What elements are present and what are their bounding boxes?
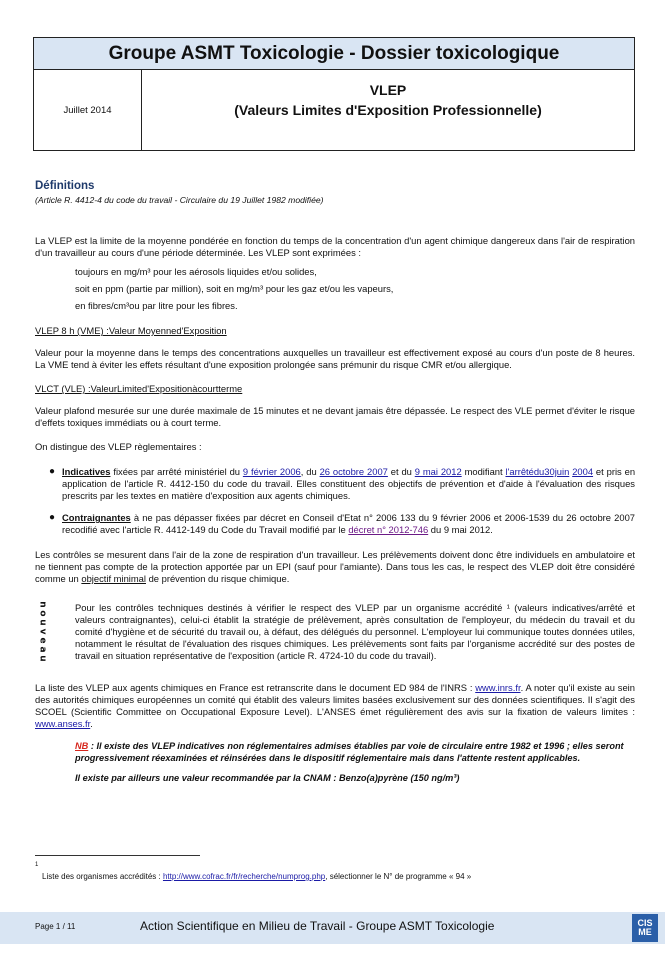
nouveau-letter: v: [37, 628, 48, 635]
link-anses[interactable]: www.anses.fr: [35, 718, 91, 729]
header-box: [33, 37, 635, 151]
unit-line-2: soit en ppm (partie par million), soit en mg/m³ pour les gaz et/ou les vapeurs,: [75, 283, 394, 294]
vme-title: VLEP 8 h (VME) :Valeur Moyenned'Exposition: [35, 325, 227, 336]
controles-text-2: de prévention du risque chimique.: [145, 573, 290, 584]
contraignantes-text-2: du 9 mai 2012.: [428, 524, 493, 535]
bullet-contraignantes: [49, 512, 635, 536]
nb-text: : Il existe des VLEP indicatives non réglementaires admises établies par voie de circulaire entre 1982 et 1996 ; elles seront progressivement réexaminées et réinsérées dans le dispositif réglementaire mais dans l'attente restent applicables.: [75, 741, 624, 763]
link-26-octobre-2007[interactable]: 26 octobre 2007: [319, 466, 388, 477]
footnote-text-2: , sélectionner le N° de programme « 94 »: [325, 872, 472, 881]
footnote-text: [42, 872, 471, 881]
objectif-minimal: objectif minimal: [81, 573, 146, 584]
link-cofrac[interactable]: http://www.cofrac.fr/fr/recherche/numprog.php: [162, 872, 326, 881]
definitions-title: Définitions: [35, 180, 95, 192]
logo-line-2: ME: [638, 927, 652, 937]
indicatives-text-2: , du: [300, 466, 320, 477]
nouveau-text: Pour les contrôles techniques destinés à vérifier le respect des VLEP par un organisme accrédité ¹ (valeurs indicatives/arrêté et valeurs contraignantes), celui-ci établit la stratégie de prélèvement, après consultation de l'employeur, du médecin du travail et du comité d'hygiène et de sécurité du travail ou, à défaut, des délégués du personnel. L'employeur lui communique toutes données utiles, notamment le résultat de l'évaluation des risques chimiques. Les prélèvements sont faits par l'organisme accrédité sur des postes de travail en situation représentative de l'exposition (article R. 4724-10 du code du travail).: [75, 602, 635, 661]
unit-line-1: toujours en mg/m³ pour les aérosols liquides et/ou solides,: [75, 266, 317, 277]
liste-text: [35, 682, 635, 730]
footer-title: Action Scientifique en Milieu de Travail - Groupe ASMT Toxicologie: [140, 919, 495, 933]
vlct-title: VLCT (VLE) :ValeurLimited'Expositionàcourtterme: [35, 383, 243, 394]
document-title: Groupe ASMT Toxicologie - Dossier toxicologique: [34, 38, 634, 70]
indicatives-text-3: et du: [387, 466, 415, 477]
cnam-note: Il existe par ailleurs une valeur recommandée par la CNAM : Benzo(a)pyrène (150 ng/m³): [75, 773, 460, 783]
link-arrete-30-juin[interactable]: l'arrêtédu30juin: [505, 466, 570, 477]
nb-label: NB: [75, 741, 89, 751]
controles-text: [35, 549, 635, 585]
page-number: Page 1 / 11: [35, 922, 76, 931]
nouveau-letter: e: [37, 637, 48, 644]
definitions-reference: (Article R. 4412-4 du code du travail - Circulaire du 19 Juillet 1982 modifiée): [35, 195, 324, 205]
contraignantes-text-1: à ne pas dépasser fixées par décret en Conseil d'Etat n° 2006 133 du 9 février 2006 et 2006-1539 du 26 octobre 2007 recodifié avec l'article R. 4412-149 du Code du Travail modifié par le: [62, 512, 635, 535]
liste-text-2: . A noter qu'il existe au sein des autorités chimiques européennes un comité qui établit des valeurs limites basées exclusivement sur des données scientifiques. Il s'agit des SCOEL (Scientific Committee on Occupational Exposure Level). L'ANSES émet régulièrement des avis sur la fixation de valeurs limites :: [35, 682, 635, 717]
definitions-intro: La VLEP est la limite de la moyenne pondérée en fonction du temps de la concentration d'un agent chimique dangereux dans l'air de respiration d'un travailleur au cours d'une période déterminée. Les VLEP sont exprimées :: [35, 235, 635, 258]
document-subject: [142, 70, 634, 151]
link-arrete-2004[interactable]: 2004: [572, 466, 594, 477]
subject-subtitle: (Valeurs Limites d'Exposition Professionnelle): [234, 102, 542, 118]
nouveau-letter: a: [37, 646, 48, 653]
nouveau-stamp: [35, 600, 49, 662]
contraignantes-label: Contraignantes: [62, 512, 131, 523]
link-inrs[interactable]: www.inrs.fr: [475, 682, 521, 693]
link-9-fevrier-2006[interactable]: 9 février 2006: [242, 466, 301, 477]
link-9-mai-2012[interactable]: 9 mai 2012: [414, 466, 462, 477]
liste-text-3: .: [90, 718, 93, 729]
bullet-indicatives: [49, 466, 636, 502]
unit-line-3: en fibres/cm³ou par litre pour les fibres.: [75, 300, 238, 311]
indicatives-text-1: fixées par arrêté ministériel du: [110, 466, 243, 477]
bullet-icon: ●: [49, 466, 56, 477]
subject-title: VLEP: [369, 82, 407, 98]
nouveau-letter: u: [37, 619, 48, 626]
footnote-rule: [35, 855, 200, 856]
indicatives-text-4: modifiant: [461, 466, 506, 477]
nouveau-letter: n: [37, 601, 48, 608]
logo-line-1: CIS: [637, 917, 653, 928]
indicatives-text-5: et pris en application de l'article R. 4412-150 du code du travail. Elles constituent des objectifs de prévention et d'aide à l'évaluation des risques prescrits par les textes en matière d'exposition aux agents chimiques.: [62, 466, 636, 501]
document-date: Juillet 2014: [34, 70, 142, 151]
nouveau-letter: o: [37, 610, 48, 617]
vme-text: Valeur pour la moyenne dans le temps des concentrations auxquelles un travailleur est effectivement exposé au cours d'un poste de 8 heures. La VME tend à éviter les effets résultant d'une exposition prolongée sans prémunir du risque CMR et/ou allergique.: [35, 347, 635, 370]
indicatives-label: Indicatives: [62, 466, 111, 477]
footnote-mark: 1: [35, 862, 39, 868]
nb-note: [75, 740, 635, 764]
liste-text-1: La liste des VLEP aux agents chimiques en France est retranscrite dans le document ED 984 de l'INRS :: [35, 682, 476, 693]
nouveau-letter: u: [37, 655, 48, 662]
page-footer: [0, 912, 665, 944]
distinction-text: On distingue des VLEP règlementaires :: [35, 441, 202, 452]
cisme-logo: [632, 914, 658, 942]
controles-text-1: Les contrôles se mesurent dans l'air de la zone de respiration d'un travailleur. Les prélèvements doivent donc être individuels en ambulatoire et ne tiennent pas compte de la protection apportée par un EPI (sauf pour l'amiante). Dans tous les cas, le respect des VLEP doit être considéré comme un: [35, 549, 635, 584]
header-row: [34, 70, 634, 151]
link-decret-2012-746[interactable]: décret n° 2012-746: [348, 524, 429, 535]
vlct-text: Valeur plafond mesurée sur une durée maximale de 15 minutes et ne devant jamais être dépassée. Le respect des VLE permet d'éviter le risque d'effets toxiques immédiats ou à court terme.: [35, 405, 635, 428]
footnote-text-1: Liste des organismes accrédités :: [42, 872, 163, 881]
bullet-icon: ●: [49, 512, 56, 523]
